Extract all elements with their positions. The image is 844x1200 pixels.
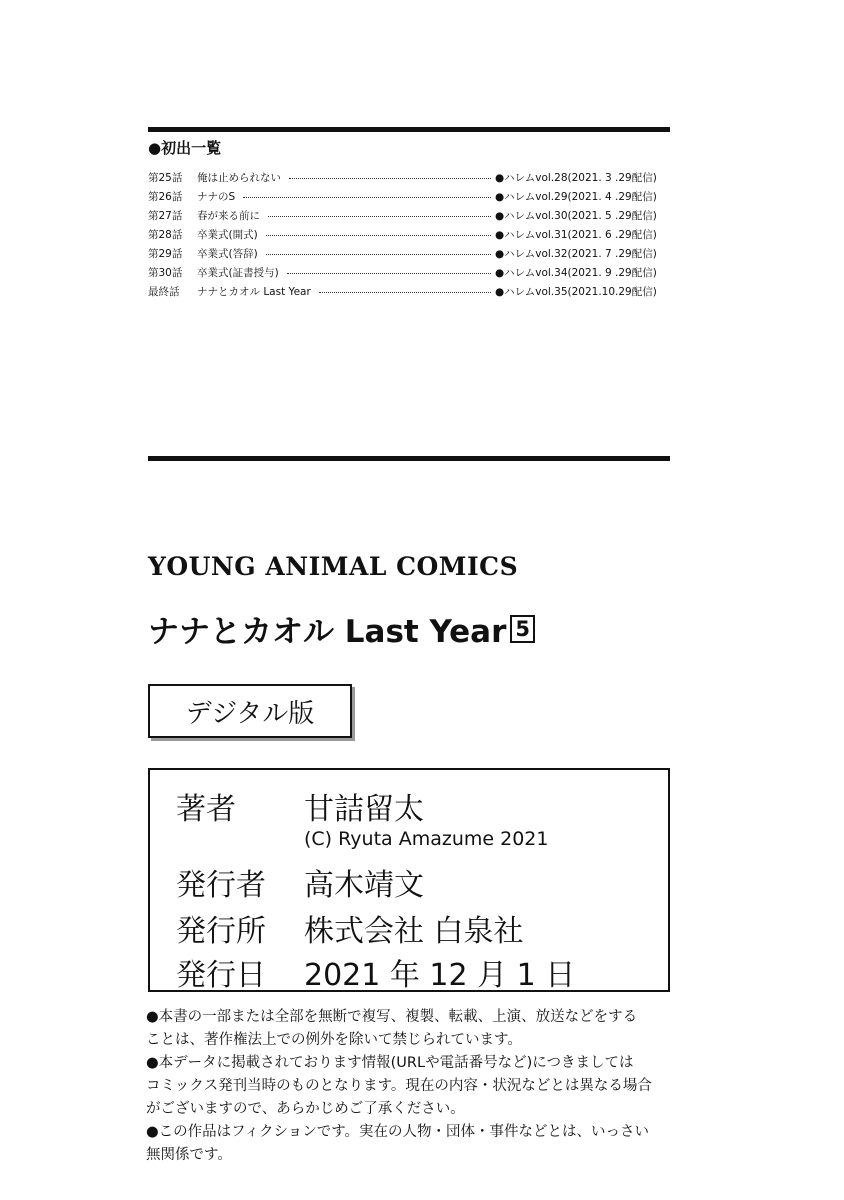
imprint-label: YOUNG ANIMAL COMICS [148,552,519,581]
chapter-title: 俺は止められない [197,172,281,184]
book-title [148,606,535,651]
first-appearance-heading: ●初出一覧 [148,139,222,157]
chapter-title: ナナのS [197,191,236,203]
chapter-number: 第30話 [148,267,183,279]
publisher-person-name: 高木靖文 [304,868,424,903]
publication-date: 2021 年 12 月 1 日 [304,958,576,993]
list-item [148,244,670,263]
dot-leader [266,235,491,236]
chapter-source: ●ハレムvol.32(2021. 7 .29配信) [495,248,657,260]
chapter-title: 卒業式(証書授与) [197,267,279,279]
credits-box [148,768,670,992]
credit-author-row [176,784,424,828]
chapter-title: 卒業式(開式) [197,229,258,241]
chapter-source: ●ハレムvol.31(2021. 6 .29配信) [495,229,657,241]
chapter-source: ●ハレムvol.34(2021. 9 .29配信) [495,267,657,279]
edition-badge: デジタル版 [148,684,352,738]
author-name: 甘詰留太 [304,792,424,827]
dot-leader [289,178,491,179]
chapter-title: ナナとカオル Last Year [197,286,311,298]
author-label: 著者 [176,792,236,827]
credit-publisher-person-row [176,860,424,904]
chapter-title: 卒業式(答辞) [197,248,258,260]
list-item [148,206,670,225]
list-item [148,168,670,187]
list-item [148,225,670,244]
middle-rule [148,456,670,461]
volume-number: 5 [510,615,535,643]
note-line: ●この作品はフィクションです。実在の人物・団体・事件などとは、いっさい [146,1124,650,1140]
credit-publisher-row [176,906,524,950]
chapter-number: 第27話 [148,210,183,222]
chapter-number: 最終話 [148,286,180,298]
chapter-number: 第28話 [148,229,183,241]
note-line: がございますので、あらかじめご了承ください。 [146,1101,465,1117]
legal-notes [146,1006,686,1167]
dot-leader [268,216,491,217]
dot-leader [266,254,491,255]
list-item [148,263,670,282]
dot-leader [243,197,491,198]
credit-date-row [176,950,575,994]
chapter-source: ●ハレムvol.35(2021.10.29配信) [495,286,657,298]
dot-leader [319,292,491,293]
note-line: ことは、著作権法上での例外を除いて禁じられています。 [146,1032,522,1048]
chapter-number: 第25話 [148,172,183,184]
publisher-label: 発行所 [176,914,266,949]
chapter-number: 第26話 [148,191,183,203]
note-line: コミックス発刊当時のものとなります。現在の内容・状況などとは異なる場合 [146,1078,652,1094]
list-item [148,282,670,301]
note-line: ●本データに掲載されております情報(URLや電話番号など)につきましては [146,1055,634,1071]
chapter-source: ●ハレムvol.29(2021. 4 .29配信) [495,191,657,203]
publisher-name: 株式会社 白泉社 [304,914,524,949]
top-rule [148,127,670,132]
book-title-text: ナナとカオル Last Year [148,614,507,650]
date-label: 発行日 [176,958,266,993]
list-item [148,187,670,206]
chapter-source: ●ハレムvol.28(2021. 3 .29配信) [495,172,657,184]
chapter-source: ●ハレムvol.30(2021. 5 .29配信) [495,210,657,222]
chapter-title: 春が来る前に [197,210,260,222]
note-line: ●本書の一部または全部を無断で複写、複製、転載、上演、放送などをする [146,1009,638,1025]
chapter-number: 第29話 [148,248,183,260]
publisher-person-label: 発行者 [176,868,266,903]
copyright-notice: (C) Ryuta Amazume 2021 [304,828,549,850]
dot-leader [287,273,491,274]
note-line: 無関係です。 [146,1147,232,1163]
first-appearance-list [148,168,670,301]
